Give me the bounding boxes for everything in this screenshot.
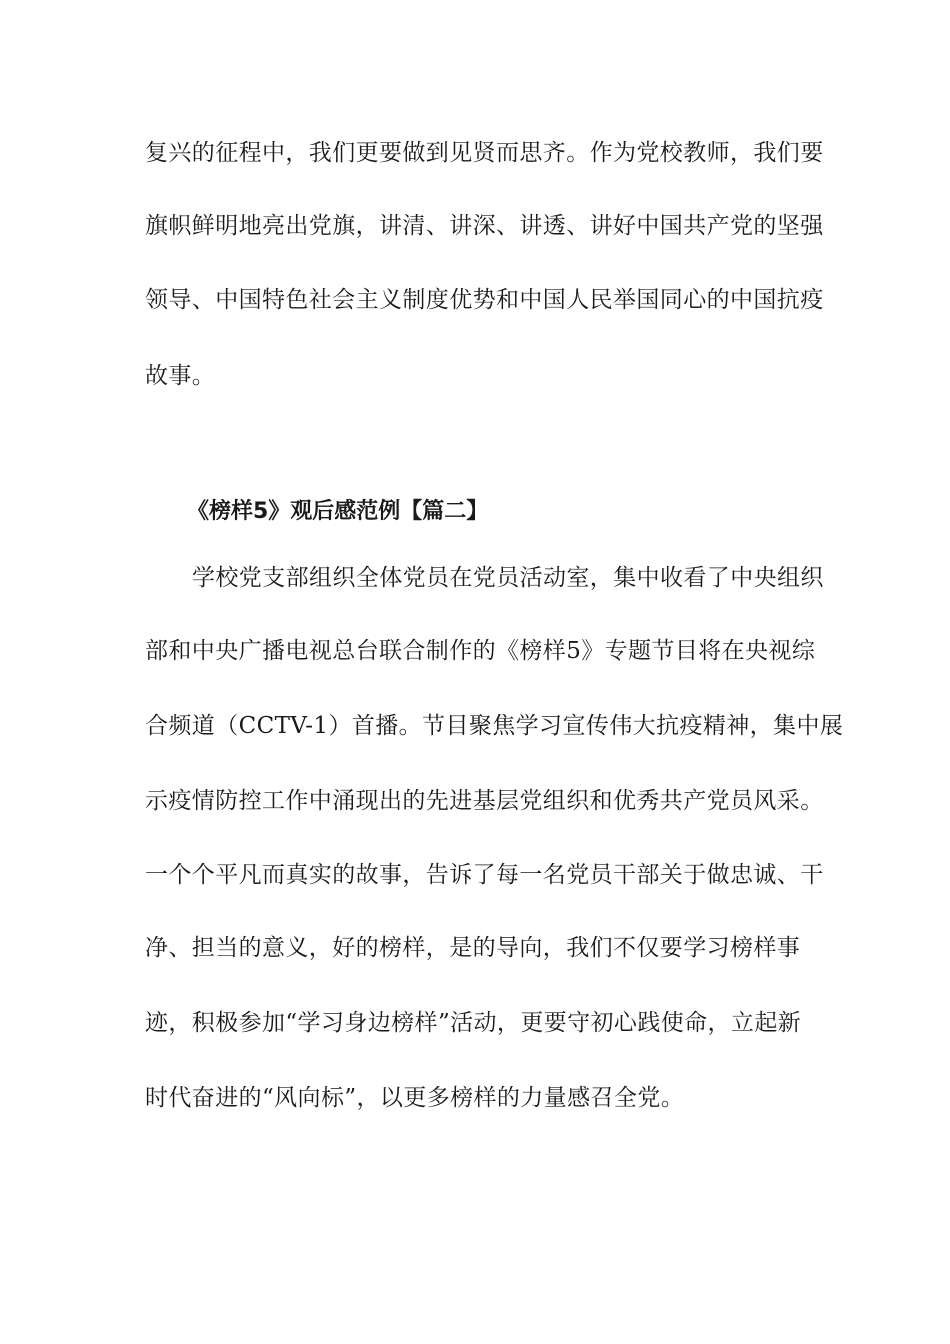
paragraph-2-line-1: 学校党支部组织全体党员在党员活动室，集中收看了中央组织 [192, 565, 824, 591]
paragraph-2-line-4: 示疫情防控工作中涌现出的先进基层党组织和优秀共产党员风采。 [145, 788, 824, 814]
paragraph-2-line-5: 一个个平凡而真实的故事，告诉了每一名党员干部关于做忠诚、干 [145, 862, 824, 888]
paragraph-2-line-3: 合频道（CCTV-1）首播。节目聚焦学习宣传伟大抗疫精神，集中展 [145, 713, 844, 739]
paragraph-2-line-6: 净、担当的意义，好的榜样，是的导向，我们不仅要学习榜样事 [145, 935, 801, 961]
paragraph-2-line-8: 时代奋进的“风向标”，以更多榜样的力量感召全党。 [145, 1085, 685, 1111]
paragraph-1-line-4: 故事。 [145, 363, 216, 389]
paragraph-2-line-2: 部和中央广播电视总台联合制作的《榜样5》专题节目将在央视综 [145, 638, 816, 664]
section-heading: 《榜样5》观后感范例【篇二】 [187, 499, 489, 524]
paragraph-1-line-2: 旗帜鲜明地亮出党旗，讲清、讲深、讲透、讲好中国共产党的坚强 [145, 213, 824, 239]
paragraph-2-line-7: 迹，积极参加“学习身边榜样”活动，更要守初心践使命，立起新 [145, 1010, 802, 1036]
paragraph-1-line-1: 复兴的征程中，我们更要做到见贤而思齐。作为党校教师，我们要 [145, 140, 824, 166]
paragraph-1-line-3: 领导、中国特色社会主义制度优势和中国人民举国同心的中国抗疫 [145, 287, 824, 313]
